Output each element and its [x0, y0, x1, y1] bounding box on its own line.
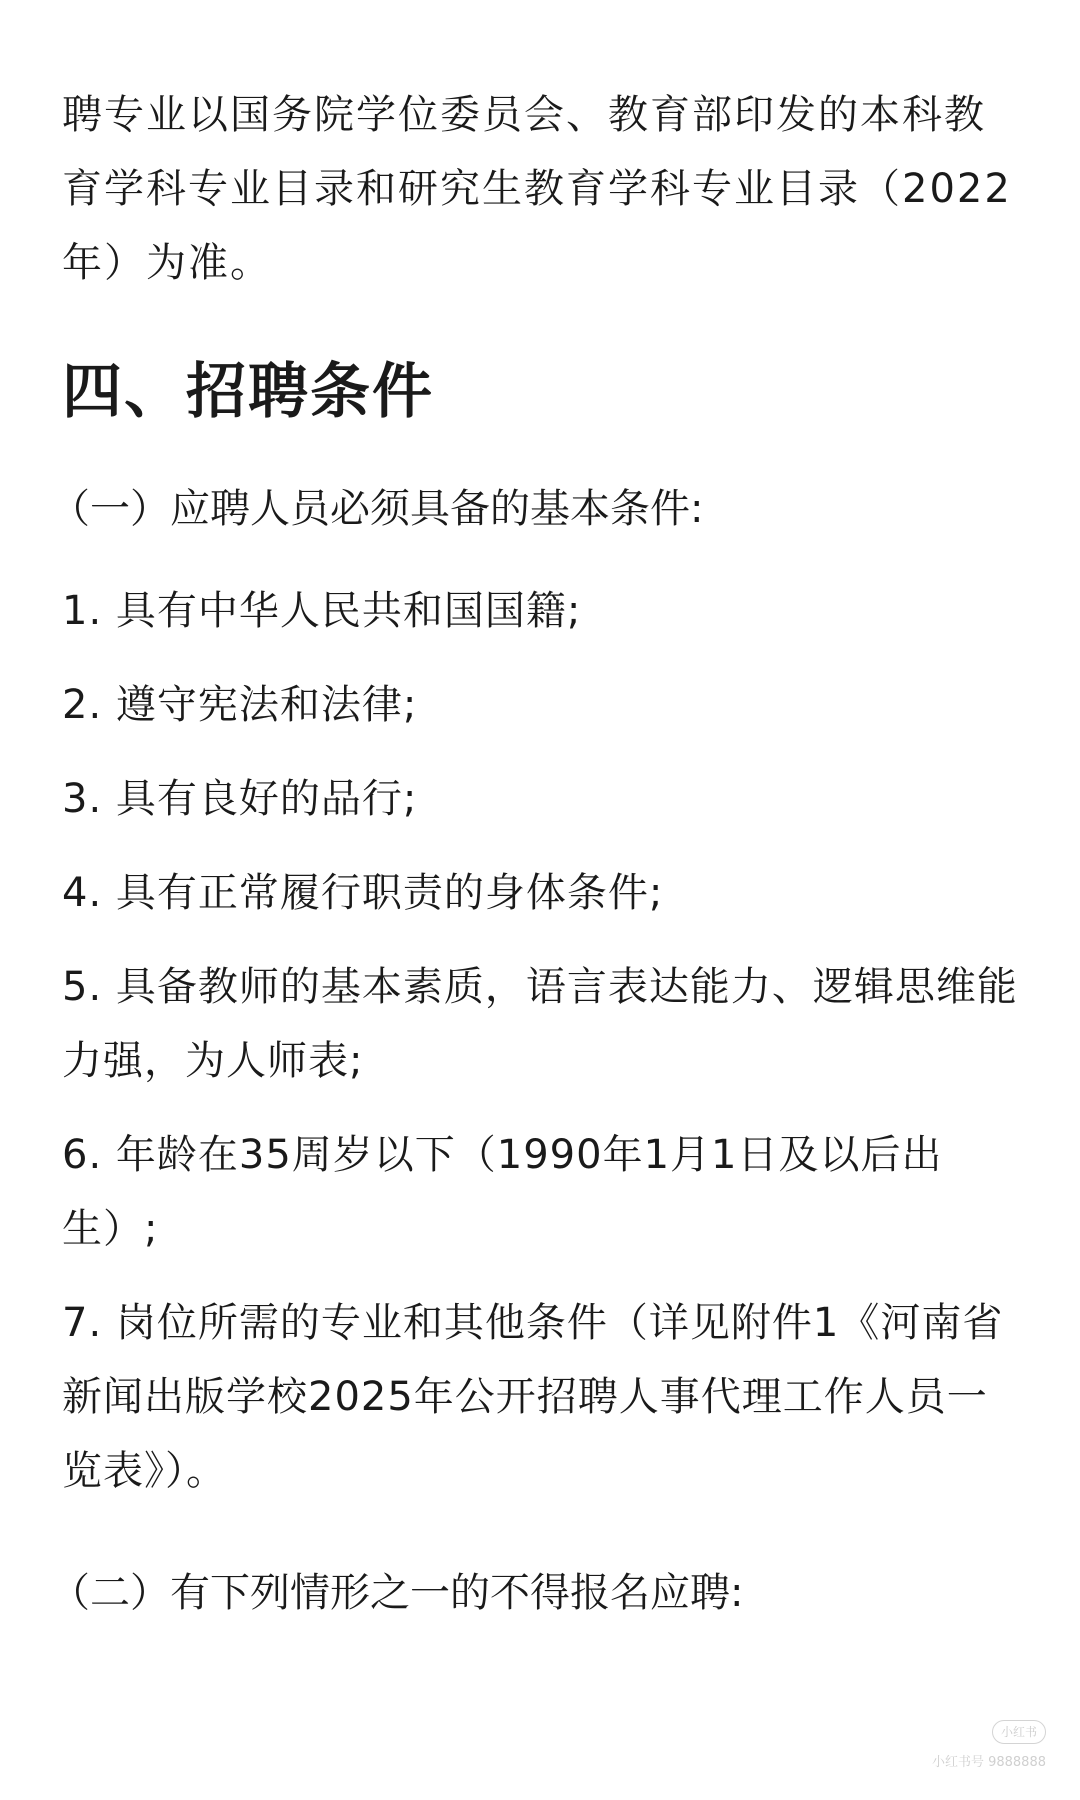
section-heading: 四、招聘条件 — [62, 357, 434, 427]
intro-paragraph: 聘专业以国务院学位委员会、教育部印发的本科教育学科专业目录和研究生教育学科专业目录（2022年）为准。 — [62, 92, 1012, 286]
list-item: 6. 年龄在35周岁以下（1990年1月1日及以后出生）; — [62, 1132, 943, 1252]
list-item: 4. 具有正常履行职责的身体条件; — [62, 870, 664, 916]
list-item: 7. 岗位所需的专业和其他条件（详见附件1《河南省新闻出版学校2025年公开招聘人事代理工作人员一览表》）。 — [62, 1300, 1004, 1494]
list-item: 5. 具备教师的基本素质，语言表达能力、逻辑思维能力强，为人师表; — [62, 964, 1018, 1084]
subsection-heading-disqualifications: （二）有下列情形之一的不得报名应聘: — [50, 1570, 744, 1616]
list-item: 1. 具有中华人民共和国国籍; — [62, 588, 582, 634]
watermark-text: 小红书号 9888888 — [931, 1755, 1046, 1770]
conditions-list — [62, 574, 1022, 1508]
list-item: 2. 遵守宪法和法律; — [62, 682, 418, 728]
watermark-logo: 小红书 — [992, 1720, 1046, 1744]
article-body — [50, 78, 1022, 1630]
subsection-heading-basic-conditions: （一）应聘人员必须具备的基本条件: — [50, 486, 704, 532]
watermark — [932, 1720, 1046, 1772]
list-item: 3. 具有良好的品行; — [62, 776, 418, 822]
